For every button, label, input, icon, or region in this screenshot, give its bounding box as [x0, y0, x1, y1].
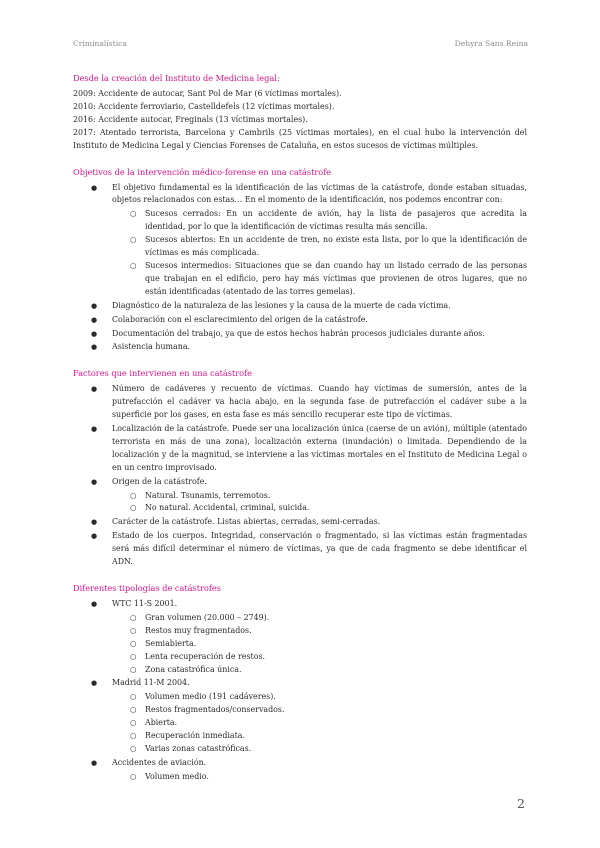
sublist: [112, 771, 527, 784]
circle-bullet-icon: ○: [130, 490, 137, 500]
list-item-text: Origen de la catástrofe.: [112, 476, 207, 486]
sublist-item-text: Recuperación inmediata.: [145, 731, 246, 741]
sublist-item-text: Restos fragmentados/conservados.: [145, 705, 285, 715]
sublist-item-text: Abierta.: [145, 718, 178, 728]
sublist-item-text: Lenta recuperación de restos.: [145, 651, 265, 661]
sublist-item: [112, 260, 527, 299]
list-item: [73, 677, 527, 755]
section-heading-typologies: Diferentes tipologías de catástrofes: [73, 583, 221, 593]
sublist-item-text: Varias zonas catastróficas.: [145, 743, 252, 753]
bullet-icon: ●: [91, 679, 98, 688]
circle-bullet-icon: ○: [130, 612, 137, 622]
circle-bullet-icon: ○: [130, 743, 137, 753]
sublist-item-text: Zona catastrófica única.: [145, 664, 242, 674]
sublist-item-text: Gran volumen (20.000 – 2749).: [145, 612, 270, 622]
bullet-icon: ●: [91, 600, 98, 608]
history-line: 2009: Accidente de autocar, Sant Pol de Mar (6 víctimas mortales).: [73, 89, 342, 98]
list-item-text: Madrid 11-M 2004.: [112, 678, 190, 688]
list-item: [73, 300, 527, 313]
sublist-item: [112, 730, 527, 743]
bullet-icon: ●: [91, 301, 98, 310]
section-heading-objectives: Objetivos de la intervención médico-forense en una catástrofe: [73, 166, 332, 177]
sublist: [112, 208, 527, 298]
list-item: [73, 383, 527, 422]
bullet-icon: ●: [91, 315, 98, 324]
sublist-item: [112, 638, 527, 651]
bullet-icon: ●: [91, 758, 98, 767]
circle-bullet-icon: ○: [130, 705, 137, 715]
sublist-item: [112, 502, 527, 515]
circle-bullet-icon: ○: [130, 625, 137, 635]
list-item: [73, 341, 527, 354]
sublist: [112, 612, 527, 677]
history-line: 2010: Accidente ferroviario, Castelldefels (12 víctimas mortales).: [73, 101, 335, 111]
bullet-icon: ●: [91, 425, 98, 434]
list-item-text: Accidentes de aviación.: [112, 757, 207, 767]
list-item-text: El objetivo fundamental es la identificación de las víctimas de la catástrofe, donde estaban situadas, objetos relacionados con estas… En el momento de la identificación, nos podemos encontrar con:: [112, 182, 527, 205]
sublist-item: [112, 208, 527, 234]
sublist-item-text: Sucesos intermedios: Situaciones que se dan cuando hay un listado cerrado de las personas que trabajan en el edificio, pero hay más víctimas que provienen de otros lugares, que no están identificadas (atentado de las torres gemelas).: [145, 260, 527, 296]
sublist-item: [112, 651, 527, 664]
list-item-text: Localización de la catástrofe. Puede ser una localización única (caerse de un avión), múltiple (atentado terrorista en más de una zona), localización externa (inundación) o limitada. Dependiendo de la localización y de la magnitud, se interviene a las víctimas mortales en el Instituto de Medicina Legal o en un centro improvisado.: [112, 424, 527, 472]
sublist-item: [112, 704, 527, 717]
sublist: [112, 490, 527, 516]
list-item: [73, 476, 527, 516]
list-item: [73, 423, 527, 475]
list-item-text: Estado de los cuerpos. Integridad, conservación o fragmentado, si las víctimas están fragmentadas será más difícil determinar el número de víctimas, ya que de cada fragmento se debe identificar el ADN.: [112, 531, 527, 567]
list-item-text: Documentación del trabajo, ya que de estos hechos habrán procesos judiciales durante años.: [112, 328, 485, 338]
circle-bullet-icon: ○: [130, 664, 137, 674]
circle-bullet-icon: ○: [130, 731, 137, 741]
list-item: [73, 516, 527, 529]
list-item-text: Asistencia humana.: [112, 342, 191, 352]
section-heading-history: Desde la creación del Instituto de Medicina legal:: [73, 73, 280, 83]
sublist-item-text: Sucesos cerrados: En un accidente de avión, hay la lista de pasajeros que acredita la identidad, por lo que la identificación de víctimas resulta más sencilla.: [145, 209, 527, 232]
circle-bullet-icon: ○: [130, 692, 137, 702]
list-item: [73, 530, 527, 569]
circle-bullet-icon: ○: [130, 235, 137, 245]
bullet-icon: ●: [91, 532, 98, 541]
bullet-icon: ●: [91, 329, 98, 338]
page-number: 2: [517, 796, 525, 811]
typologies-list: [73, 598, 527, 784]
list-item-text: Diagnóstico de la naturaleza de las lesiones y la causa de la muerte de cada víctima.: [112, 300, 451, 310]
sublist-item: [112, 234, 527, 260]
circle-bullet-icon: ○: [130, 260, 137, 270]
sublist-item-text: Sucesos abiertos: En un accidente de tren, no existe esta lista, por lo que la identificación de víctimas es más complicada.: [145, 235, 527, 258]
circle-bullet-icon: ○: [130, 503, 137, 513]
sublist-item: [112, 717, 527, 730]
list-item: [73, 598, 527, 676]
sublist-item: [112, 625, 527, 638]
bullet-icon: ●: [91, 385, 98, 394]
sublist-item: [112, 490, 527, 503]
sublist-item-text: Natural. Tsunamis, terremotos.: [145, 490, 271, 500]
sublist-item-text: Volumen medio.: [145, 771, 209, 781]
bullet-icon: ●: [91, 183, 98, 192]
sublist-item-text: No natural. Accidental, criminal, suicida.: [145, 503, 310, 513]
sublist-item: [112, 771, 527, 784]
history-line: 2017: Atentado terrorista, Barcelona y Cambrils (25 víctimas mortales), en el cual hubo la intervención del Instituto de Medicina Legal y Ciencias Forenses de Cataluña, en estos sucesos de víctimas múltiples.: [73, 127, 527, 150]
sublist-item-text: Volumen medio (191 cadáveres).: [145, 692, 276, 702]
list-item-text: Carácter de la catástrofe. Listas abiertas, cerradas, semi-cerradas.: [112, 517, 381, 527]
list-item: [73, 182, 527, 299]
header-course-title: Criminalística: [73, 39, 127, 48]
circle-bullet-icon: ○: [130, 718, 137, 728]
sublist-item: [112, 743, 527, 756]
header-author-name: Dehyra Sans Reina: [454, 39, 528, 48]
circle-bullet-icon: ○: [130, 771, 137, 781]
bullet-icon: ●: [91, 518, 98, 527]
list-item-text: WTC 11-S 2001.: [112, 599, 178, 608]
bullet-icon: ●: [91, 343, 98, 352]
objectives-list: [73, 182, 527, 355]
circle-bullet-icon: ○: [130, 638, 137, 648]
sublist-item-text: Semiabierta.: [145, 638, 197, 648]
history-line: 2016: Accidente autocar, Freginals (13 víctimas mortales).: [73, 114, 308, 124]
sublist-item: [112, 691, 527, 704]
page-content: [73, 72, 527, 785]
circle-bullet-icon: ○: [130, 651, 137, 661]
sublist-item: [112, 664, 527, 677]
list-item: [73, 314, 527, 327]
sublist-item: [112, 612, 527, 625]
sublist: [112, 691, 527, 756]
sublist-item-text: Restos muy fragmentados.: [145, 625, 252, 635]
list-item: [73, 328, 527, 341]
list-item-text: Colaboración con el esclarecimiento del origen de la catástrofe.: [112, 314, 368, 324]
section-heading-factors: Factores que intervienen en una catástrofe: [73, 368, 252, 379]
list-item: [73, 757, 527, 784]
factors-list: [73, 383, 527, 569]
list-item-text: Número de cadáveres y recuento de víctimas. Cuando hay víctimas de sumersión, antes de la putrefacción el cadáver va hacia abajo, en la segunda fase de putrefacción el cadáver sube a la superficie por los gases, en esta fase es más sencillo recuperar este tipo de víctimas.: [112, 384, 527, 420]
bullet-icon: ●: [91, 477, 98, 486]
circle-bullet-icon: ○: [130, 209, 137, 219]
